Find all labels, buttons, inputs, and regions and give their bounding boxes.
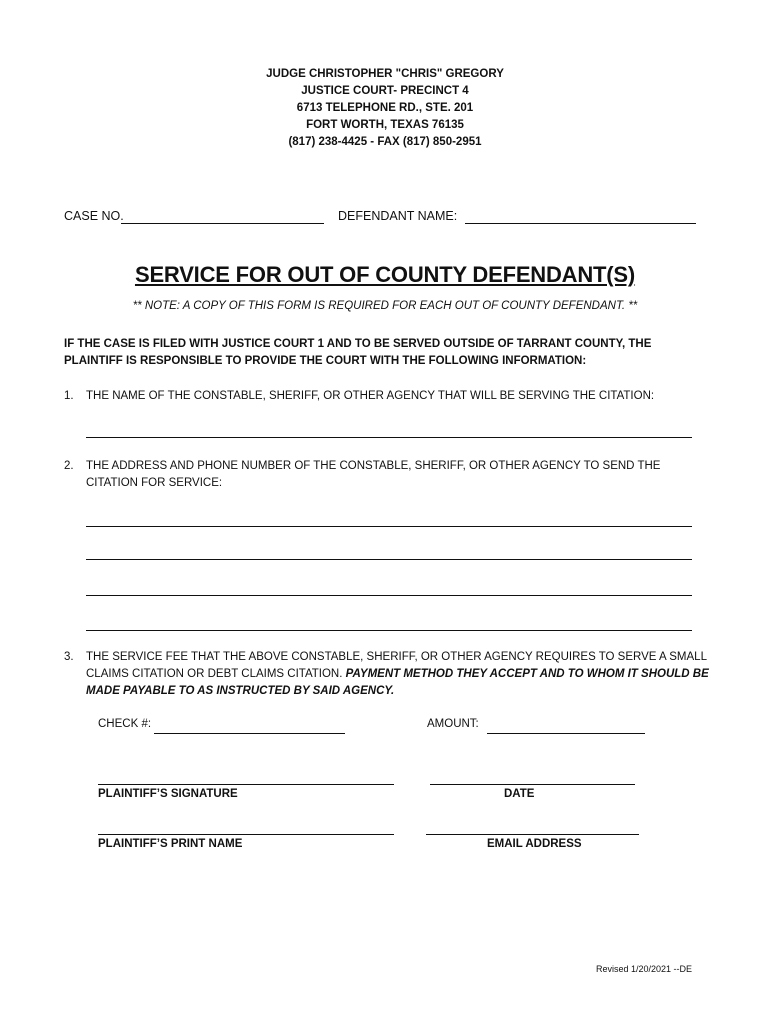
plaintiff-print-name-label: PLAINTIFF’S PRINT NAME — [98, 838, 243, 850]
plaintiff-signature-line[interactable] — [98, 783, 394, 785]
item-3-main: THE SERVICE FEE THAT THE ABOVE CONSTABLE, SHERIFF, OR OTHER AGENCY REQUIRES TO SERVE A SMALL CLAIMS CITATION OR DEBT CLAIMS CITATION. — [86, 651, 707, 680]
defendant-name-field[interactable] — [465, 209, 696, 224]
date-line[interactable] — [430, 783, 635, 785]
agency-name-line[interactable] — [86, 436, 692, 438]
agency-address-line-3[interactable] — [86, 594, 692, 596]
form-title: SERVICE FOR OUT OF COUNTY DEFENDANT(S) — [134, 262, 636, 287]
agency-address-line-4[interactable] — [86, 629, 692, 631]
defendant-name-label: DEFENDANT NAME: — [338, 209, 458, 223]
plaintiff-signature-label: PLAINTIFF’S SIGNATURE — [98, 788, 238, 800]
item-2-number: 2. — [64, 460, 74, 472]
court-address: 6713 TELEPHONE RD., STE. 201 — [296, 102, 474, 114]
form-note: ** NOTE: A COPY OF THIS FORM IS REQUIRED FOR EACH OUT OF COUNTY DEFENDANT. ** — [132, 300, 638, 312]
item-2-text: THE ADDRESS AND PHONE NUMBER OF THE CONSTABLE, SHERIFF, OR OTHER AGENCY TO SEND THE CITATION FOR SERVICE: — [86, 460, 661, 489]
item-1-number: 1. — [64, 390, 74, 402]
email-address-line[interactable] — [426, 833, 639, 835]
intro-text: IF THE CASE IS FILED WITH JUSTICE COURT 1 AND TO BE SERVED OUTSIDE OF TARRANT COUNTY, THE PLAINTIFF IS RESPONSIBLE TO PROVIDE THE COURT WITH THE FOLLOWING INFORMATION: — [64, 338, 652, 367]
amount-field[interactable] — [487, 732, 645, 734]
item-3-number: 3. — [64, 651, 74, 663]
agency-address-line-1[interactable] — [86, 525, 692, 527]
amount-label: AMOUNT: — [427, 718, 479, 730]
item-3-text — [86, 649, 709, 700]
court-name: JUSTICE COURT- PRECINCT 4 — [301, 85, 469, 97]
item-1 — [64, 388, 709, 408]
date-label: DATE — [504, 788, 535, 800]
item-1-text: THE NAME OF THE CONSTABLE, SHERIFF, OR OTHER AGENCY THAT WILL BE SERVING THE CITATION: — [86, 390, 655, 402]
item-3 — [64, 649, 709, 703]
email-address-label: EMAIL ADDRESS — [487, 838, 582, 850]
plaintiff-print-name-line[interactable] — [98, 833, 394, 835]
case-no-field[interactable] — [121, 209, 324, 224]
agency-address-line-2[interactable] — [86, 558, 692, 560]
court-header — [0, 66, 770, 151]
check-number-field[interactable] — [154, 732, 345, 734]
item-3-emphasis: PAYMENT METHOD THEY ACCEPT AND TO WHOM IT SHOULD BE MADE PAYABLE TO AS INSTRUCTED BY SAID AGENCY. — [86, 668, 709, 697]
revision-note: Revised 1/20/2021 --DE — [596, 964, 693, 974]
court-city: FORT WORTH, TEXAS 76135 — [306, 119, 464, 131]
item-2 — [64, 458, 709, 494]
judge-name: JUDGE CHRISTOPHER "CHRIS" GREGORY — [266, 68, 504, 80]
case-info-row — [64, 209, 704, 229]
check-number-label: CHECK #: — [98, 718, 152, 730]
case-no-label: CASE NO. — [64, 209, 124, 223]
court-phone: (817) 238-4425 - FAX (817) 850-2951 — [288, 136, 482, 148]
